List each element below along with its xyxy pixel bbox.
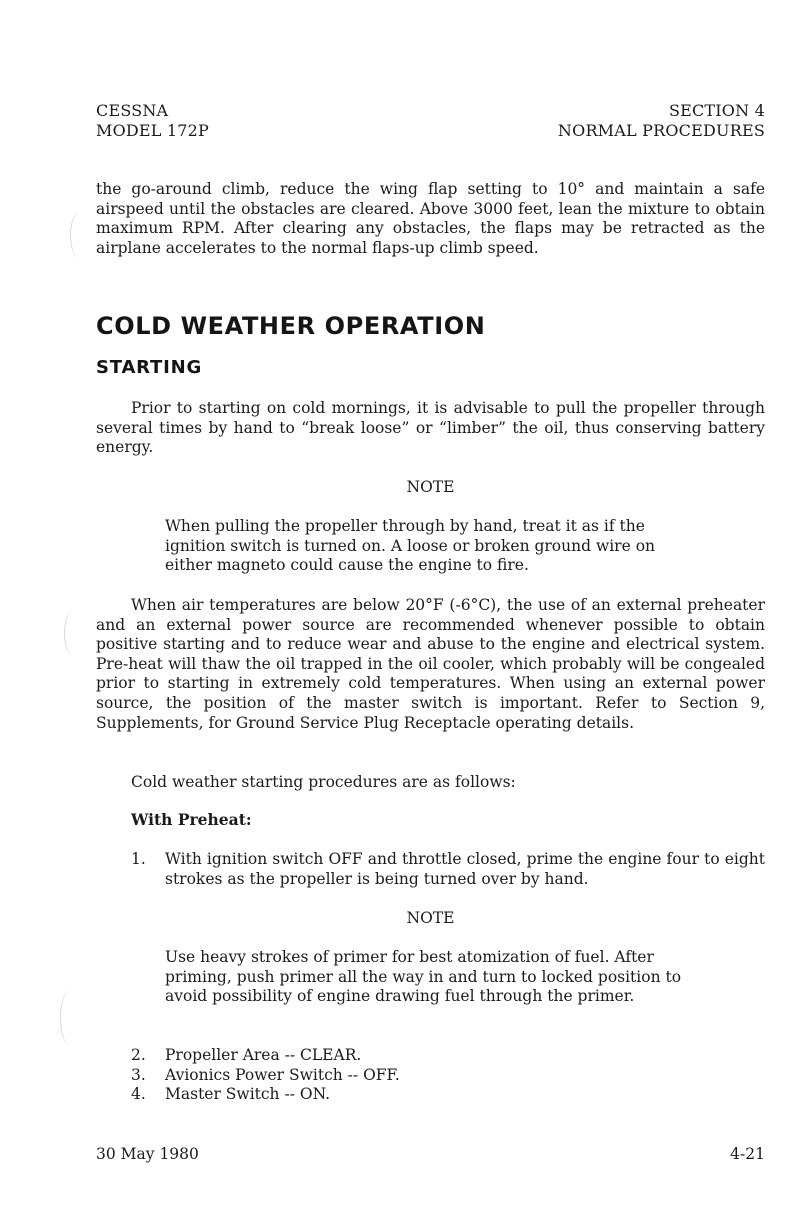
step-text: With ignition switch OFF and throttle closed, prime the engine four to eight strokes as the propeller is being turned over by hand. [165, 850, 765, 888]
procedure-steps-list [131, 1046, 400, 1105]
binder-hole-mark [70, 212, 89, 258]
step-number: 4. [131, 1085, 146, 1104]
subsection-title: STARTING [96, 357, 203, 378]
step-text: Propeller Area -- CLEAR. [165, 1046, 362, 1064]
note-label: NOTE [406, 909, 455, 927]
step-text: Avionics Power Switch -- OFF. [165, 1065, 400, 1084]
binder-hole-mark [64, 610, 83, 656]
procedure-step [131, 1066, 400, 1086]
footer-date: 30 May 1980 [96, 1145, 199, 1163]
header-section-title: NORMAL PROCEDURES [557, 121, 765, 140]
step-number: 1. [131, 850, 146, 868]
header-model: MODEL 172P [96, 121, 210, 140]
procedure-step [131, 1046, 400, 1066]
section-title: COLD WEATHER OPERATION [96, 312, 486, 340]
step-number: 2. [131, 1046, 146, 1064]
with-preheat-label: With Preheat: [131, 810, 252, 829]
footer-page-number: 4-21 [730, 1145, 765, 1163]
binder-hole-mark [60, 990, 81, 1046]
header-manufacturer: CESSNA [96, 101, 169, 120]
header-right [558, 101, 765, 141]
header-left [96, 101, 209, 141]
procedure-step [131, 850, 765, 889]
starting-paragraph: Prior to starting on cold mornings, it is advisable to pull the propeller through several times by hand to “break loose” or “limber” the oil, thus conserving battery energy. [96, 399, 765, 457]
note-text: When pulling the propeller through by hand, treat it as if the ignition switch is turned on. A loose or broken ground wire on either magneto could cause the engine to fire. [165, 517, 656, 575]
preheater-paragraph: When air temperatures are below 20°F (-6°C), the use of an external preheater and an external power source are recommended whenever possible to obtain positive starting and to reduce wear and abuse to the engine and electrical system. Pre-heat will thaw the oil trapped in the oil cooler, which probably will be congealed prior to starting in extremely cold temperatures. When using an external power source, the position of the master switch is important. Refer to Section 9, Supplements, for Ground Service Plug Receptacle operating details. [96, 596, 765, 732]
step-text: Master Switch -- ON. [165, 1085, 331, 1104]
procedures-intro: Cold weather starting procedures are as follows: [131, 773, 516, 791]
step-number: 3. [131, 1065, 146, 1084]
intro-paragraph: the go-around climb, reduce the wing flap setting to 10° and maintain a safe airspeed until the obstacles are cleared. Above 3000 feet, lean the mixture to obtain maximum RPM. After clearing any obstacles, the flaps may be retracted as the airplane accelerates to the normal flaps-up climb speed. [96, 180, 765, 257]
procedure-step [131, 1085, 400, 1105]
header-section: SECTION 4 [668, 101, 765, 120]
note-text: Use heavy strokes of primer for best atomization of fuel. After priming, push primer all the way in and turn to locked position to avoid possibility of engine drawing fuel through the primer. [165, 948, 682, 1006]
note-label: NOTE [406, 478, 455, 496]
